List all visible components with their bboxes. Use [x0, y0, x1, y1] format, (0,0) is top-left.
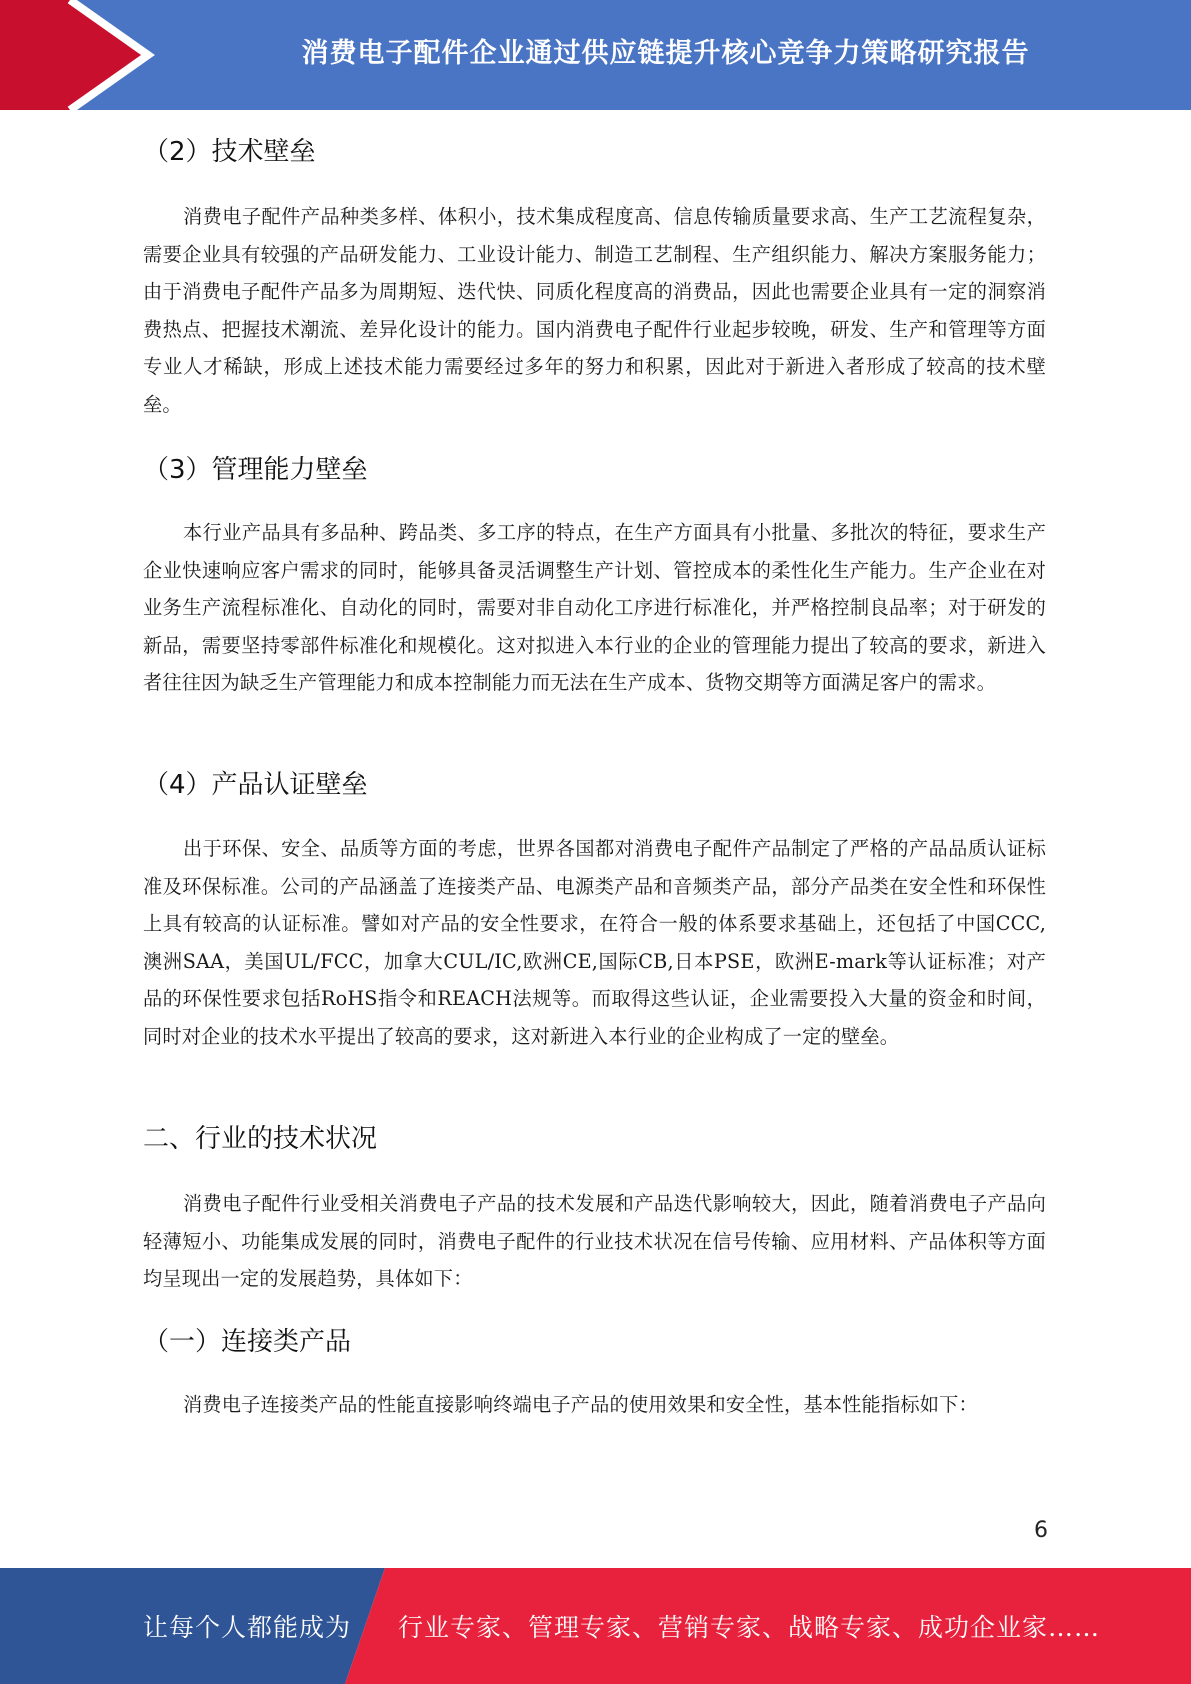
- heading-mgmt-barrier: （3）管理能力壁垒: [143, 455, 368, 485]
- paragraph-industry-tech: 消费电子配件行业受相关消费电子产品的技术发展和产品迭代影响较大，因此，随着消费电子产品向轻薄短小、功能集成发展的同时，消费电子配件的行业技术状况在信号传输、应用材料、产品体积等方面均呈现出一定的发展趋势，具体如下：: [143, 1192, 1046, 1290]
- footer-slogan-right: 行业专家、管理专家、营销专家、战略专家、成功企业家……: [398, 1613, 1101, 1642]
- paragraph-cert-barrier: 出于环保、安全、品质等方面的考虑，世界各国都对消费电子配件产品制定了严格的产品品质认证标准及环保标准。公司的产品涵盖了连接类产品、电源类产品和音频类产品，部分产品类在安全性和环保性上具有较高的认证标准。譬如对产品的安全性要求，在符合一般的体系要求基础上，还包括了中国CCC,澳洲SAA，美国UL/FCC，加拿大CUL/IC,欧洲CE,国际CB,日本PSE，欧洲E-mark等认证标准；对产品的环保性要求包括RoHS指令和REACH法规等。而取得这些认证，企业需要投入大量的资金和时间，同时对企业的技术水平提出了较高的要求，这对新进入本行业的企业构成了一定的壁垒。: [143, 837, 1046, 1048]
- footer-slogan-left: 让每个人都能成为: [143, 1613, 352, 1642]
- heading-cert-barrier: （4）产品认证壁垒: [143, 770, 368, 800]
- page-number: 6: [1034, 1518, 1048, 1543]
- paragraph-mgmt-barrier: 本行业产品具有多品种、跨品类、多工序的特点，在生产方面具有小批量、多批次的特征，要求生产企业快速响应客户需求的同时，能够具备灵活调整生产计划、管控成本的柔性化生产能力。生产企业在对业务生产流程标准化、自动化的同时，需要对非自动化工序进行标准化，并严格控制良品率；对于研发的新品，需要坚持零部件标准化和规模化。这对拟进入本行业的企业的管理能力提出了较高的要求，新进入者往往因为缺乏生产管理能力和成本控制能力而无法在生产成本、货物交期等方面满足客户的需求。: [143, 521, 1046, 694]
- heading-connect-products: （一）连接类产品: [143, 1327, 352, 1357]
- paragraph-tech-barrier: 消费电子配件产品种类多样、体积小，技术集成程度高、信息传输质量要求高、生产工艺流程复杂，需要企业具有较强的产品研发能力、工业设计能力、制造工艺制程、生产组织能力、解决方案服务能力；由于消费电子配件产品多为周期短、迭代快、同质化程度高的消费品，因此也需要企业具有一定的洞察消费热点、把握技术潮流、差异化设计的能力。国内消费电子配件行业起步较晚，研发、生产和管理等方面专业人才稀缺，形成上述技术能力需要经过多年的努力和积累，因此对于新进入者形成了较高的技术壁垒。: [143, 205, 1046, 416]
- report-title: 消费电子配件企业通过供应链提升核心竞争力策略研究报告: [301, 37, 1030, 69]
- paragraph-connect-products: 消费电子连接类产品的性能直接影响终端电子产品的使用效果和安全性，基本性能指标如下：: [183, 1393, 978, 1416]
- heading-tech-barrier: （2）技术壁垒: [143, 137, 316, 167]
- header-arrow-decoration: [0, 0, 160, 110]
- heading-industry-tech: 二、行业的技术状况: [143, 1124, 378, 1154]
- header-band: [0, 0, 1191, 110]
- footer-band: [0, 1568, 1191, 1684]
